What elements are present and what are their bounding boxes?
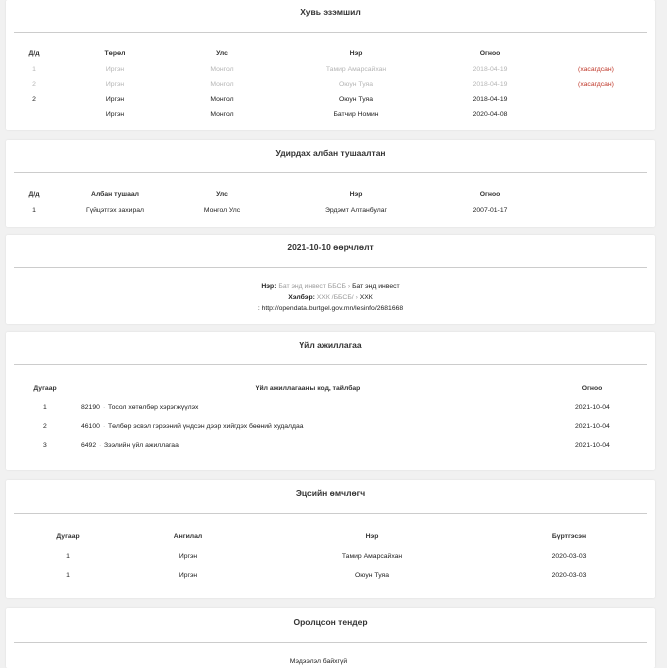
cell-type: Иргэн — [105, 66, 125, 73]
cell-date: 2020-03-03 — [551, 572, 587, 579]
name-new: Бат энд инвест — [352, 283, 400, 290]
cell-no: 3 — [43, 442, 47, 449]
cell-no: 2 — [43, 423, 47, 430]
cell-date: 2018-04-19 — [472, 96, 508, 103]
col-no: Дугаар — [56, 533, 80, 540]
cell-country: Монгол Улс — [203, 207, 241, 214]
name-old: Бат энд инвест ББСБ — [278, 283, 347, 290]
change-card — [6, 235, 655, 324]
beneficiary-card — [6, 480, 655, 598]
cell-date: 2020-04-08 — [472, 111, 508, 118]
col-registered: Бүртгэсэн — [551, 533, 587, 540]
col-category: Ангилал — [173, 533, 203, 540]
cell-name: Тамир Амарсайхан — [325, 66, 387, 73]
col-code: Үйл ажиллагааны код, тайлбар — [255, 385, 361, 392]
cell-country: Монгол — [210, 96, 234, 103]
change-name-line: Нэр: Бат энд инвест ББСБ › Бат энд инвест — [261, 283, 400, 290]
change-source-line — [6, 305, 655, 312]
cell-name: Оюун Туяа — [339, 81, 373, 88]
change-form-line: Хэлбэр: ХХК /ББСБ/ › ХХК — [288, 294, 373, 301]
cell-date: 2007-01-17 — [472, 207, 508, 214]
cell-category: Иргэн — [178, 553, 198, 560]
management-title: Удирдах албан тушаалтан — [275, 148, 386, 158]
source-prefix: : — [257, 305, 260, 312]
cell-no: 1 — [66, 553, 70, 560]
cell-country: Монгол — [210, 81, 234, 88]
col-no: Д/д — [28, 191, 40, 198]
source-link[interactable]: http://opendata.burtgel.gov.mn/lesinfo/2681668 — [261, 305, 404, 312]
beneficiary-divider — [14, 513, 647, 514]
cell-date: 2021-10-04 — [575, 442, 610, 449]
cell-desc: Төлбөр эсвэл гэрээний үндсэн дээр хийгдэх бөөний худалдаа — [108, 423, 304, 430]
cell-code: 6492 — [81, 442, 97, 449]
cell-date: 2018-04-19 — [472, 81, 508, 88]
activity-title: Үйл ажиллагаа — [299, 340, 362, 350]
cell-category: Иргэн — [178, 572, 198, 579]
col-country: Улс — [216, 191, 228, 198]
cell-desc: Зээлийн үйл ажиллагаа — [104, 442, 179, 449]
cell-code: 82190 — [81, 404, 100, 411]
form-label: Хэлбэр: — [288, 294, 315, 301]
form-new: ХХК — [359, 294, 373, 301]
col-name: Нэр — [349, 50, 363, 57]
col-no: Д/д — [28, 50, 40, 57]
name-label: Нэр: — [261, 283, 277, 290]
cell-no: 1 — [43, 404, 47, 411]
activity-card: Үйл ажиллагаа Дугаар Үйл ажиллагааны код, тайлбар Огноо 1 82190 · Тосол хөтөлбөр хэрэгжүүлэх 2021-10-04 2 46100 · Төлбөр эсвэл гэрээний үндсэн дээр хийгдэх бөөний худалдаа 2021-10-04 3 6492 · Зээлийн үйл ажиллагаа 2021-10-04 — [6, 332, 655, 470]
ownership-title: Хувь эзэмшил — [300, 7, 361, 17]
cell-type: Иргэн — [105, 81, 125, 88]
change-divider — [14, 267, 647, 268]
cell-name: Оюун Туяа — [339, 96, 373, 103]
col-date: Огноо — [479, 191, 501, 198]
col-date: Огноо — [479, 50, 501, 57]
cell-date: 2021-10-04 — [575, 423, 610, 430]
col-type: Төрөл — [104, 50, 126, 57]
cell-no: 2 — [32, 96, 36, 103]
cell-no: 1 — [66, 572, 70, 579]
cell-code: 46100 — [81, 423, 100, 430]
cell-type: Иргэн — [105, 96, 125, 103]
removed-badge: (хасагдсан) — [578, 66, 614, 73]
cell-no: 1 — [32, 66, 36, 73]
cell-no: 1 — [32, 207, 36, 214]
activity-divider — [14, 364, 647, 365]
tender-item: Мэдээлэл байхгүй — [289, 658, 348, 665]
ownership-card — [6, 0, 655, 130]
cell-name: Батчир Номин — [333, 111, 379, 118]
cell-date: 2021-10-04 — [575, 404, 610, 411]
col-country: Улс — [216, 50, 228, 57]
removed-badge: (хасагдсан) — [578, 81, 614, 88]
cell-position: Гүйцэтгэх захирал — [86, 207, 144, 214]
cell-name: Эрдэмт Алтанбулаг — [325, 207, 387, 214]
ownership-divider — [14, 32, 647, 33]
form-old: ХХК /ББСБ/ — [316, 294, 354, 301]
cell-no: 2 — [32, 81, 36, 88]
col-date: Огноо — [581, 385, 603, 392]
col-no: Дугаар — [33, 385, 57, 392]
cell-date: 2020-03-03 — [551, 553, 587, 560]
cell-desc: Тосол хөтөлбөр хэрэгжүүлэх — [108, 404, 199, 411]
cell-country: Монгол — [210, 66, 234, 73]
management-divider — [14, 172, 647, 173]
change-title: 2021-10-10 өөрчлөлт — [287, 242, 374, 252]
col-name: Нэр — [349, 191, 363, 198]
col-position: Албан тушаал — [91, 191, 139, 198]
management-card — [6, 140, 655, 227]
cell-name: Тамир Амарсайхан — [341, 553, 403, 560]
beneficiary-title: Эцсийн өмчлөгч — [295, 488, 366, 498]
cell-date: 2018-04-19 — [472, 66, 508, 73]
cell-country: Монгол — [210, 111, 234, 118]
tender-divider — [14, 642, 647, 643]
cell-name: Оюун Туяа — [355, 572, 389, 579]
cell-type: Иргэн — [105, 111, 125, 118]
tender-card — [6, 608, 655, 668]
col-name: Нэр — [365, 533, 379, 540]
tender-title: Оролцсон тендер — [293, 617, 368, 627]
